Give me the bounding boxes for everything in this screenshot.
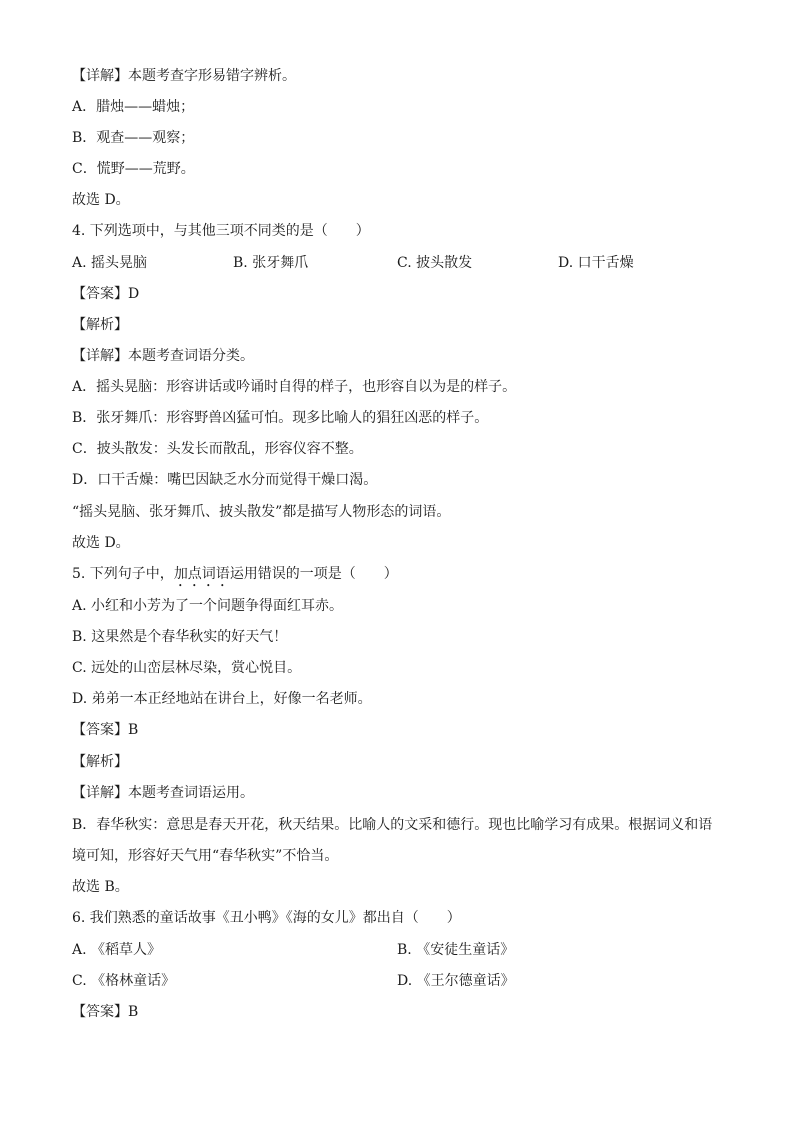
q5-answer: 【答案】B [72, 722, 139, 738]
q5-option-b: B. 这果然是个春华秋实的好天气！ [72, 629, 288, 645]
q4-explanation-b: B．张牙舞爪：形容野兽凶猛可怕。现多比喻人的猖狂凶恶的样子。 [72, 410, 489, 426]
explanation-line: A．腊烛——蜡烛； [72, 99, 195, 115]
detail-line: 【详解】本题考查字形易错字辨析。 [72, 68, 296, 84]
q4-option-c: C. 披头散发 [397, 255, 473, 271]
q5-analysis-heading: 【解析】 [72, 754, 128, 770]
q5-choice: 故选 B。 [72, 879, 129, 895]
q4-explanation-a: A．摇头晃脑：形容讲话或吟诵时自得的样子，也形容自以为是的样子。 [72, 379, 517, 395]
q4-explanation-d: D．口干舌燥：嘴巴因缺乏水分而觉得干燥口渴。 [72, 472, 378, 488]
choice-line: 故选 D。 [72, 192, 130, 208]
q5-dotted-text: 加点词语 [173, 566, 230, 582]
q5-explanation-line-1: B．春华秋实：意思是春天开花，秋天结果。比喻人的文采和德行。现也比喻学习有成果。根据词义和语 [72, 817, 713, 833]
q5-option-a: A. 小红和小芳为了一个问题争得面红耳赤。 [72, 598, 344, 614]
q6-option-b: B. 《安徒生童话》 [397, 942, 515, 958]
q5-prefix: 5. 下列句子中， [72, 566, 174, 582]
q4-summary: “摇头晃脑、张牙舞爪、披头散发”都是描写人物形态的词语。 [72, 504, 451, 520]
q6-answer: 【答案】B [72, 1004, 139, 1020]
explanation-line: B．观查——观察； [72, 130, 195, 146]
q5-option-d: D. 弟弟一本正经地站在讲台上，好像一名老师。 [72, 691, 372, 707]
q5-option-c: C. 远处的山峦层林尽染，赏心悦目。 [72, 660, 302, 676]
q4-answer: 【答案】D [72, 286, 140, 302]
q4-option-b: B. 张牙舞爪 [233, 255, 309, 271]
q6-option-a: A. 《稻草人》 [72, 942, 162, 958]
q5-detail: 【详解】本题考查词语运用。 [72, 785, 254, 801]
q4-choice: 故选 D。 [72, 535, 130, 551]
q4-detail: 【详解】本题考查词语分类。 [72, 348, 254, 364]
q4-option-d: D. 口干舌燥 [558, 255, 634, 271]
q6-option-d: D. 《王尔德童话》 [397, 973, 515, 989]
question-4: 4. 下列选项中，与其他三项不同类的是（ ） [72, 223, 370, 239]
q4-option-a: A. 摇头晃脑 [72, 255, 148, 271]
q4-explanation-c: C．披头散发：头发长而散乱，形容仪容不整。 [72, 441, 363, 457]
q5-explanation-line-2: 境可知，形容好天气用“春华秋实”不恰当。 [72, 848, 339, 864]
q5-suffix: 运用错误的一项是（ ） [229, 566, 398, 582]
q4-analysis-heading: 【解析】 [72, 317, 128, 333]
explanation-line: C．慌野——荒野。 [72, 161, 195, 177]
q6-option-c: C. 《格林童话》 [72, 973, 176, 989]
question-5 [72, 564, 398, 590]
question-6: 6. 我们熟悉的童话故事《丑小鸭》《海的女儿》都出自（ ） [72, 910, 461, 926]
